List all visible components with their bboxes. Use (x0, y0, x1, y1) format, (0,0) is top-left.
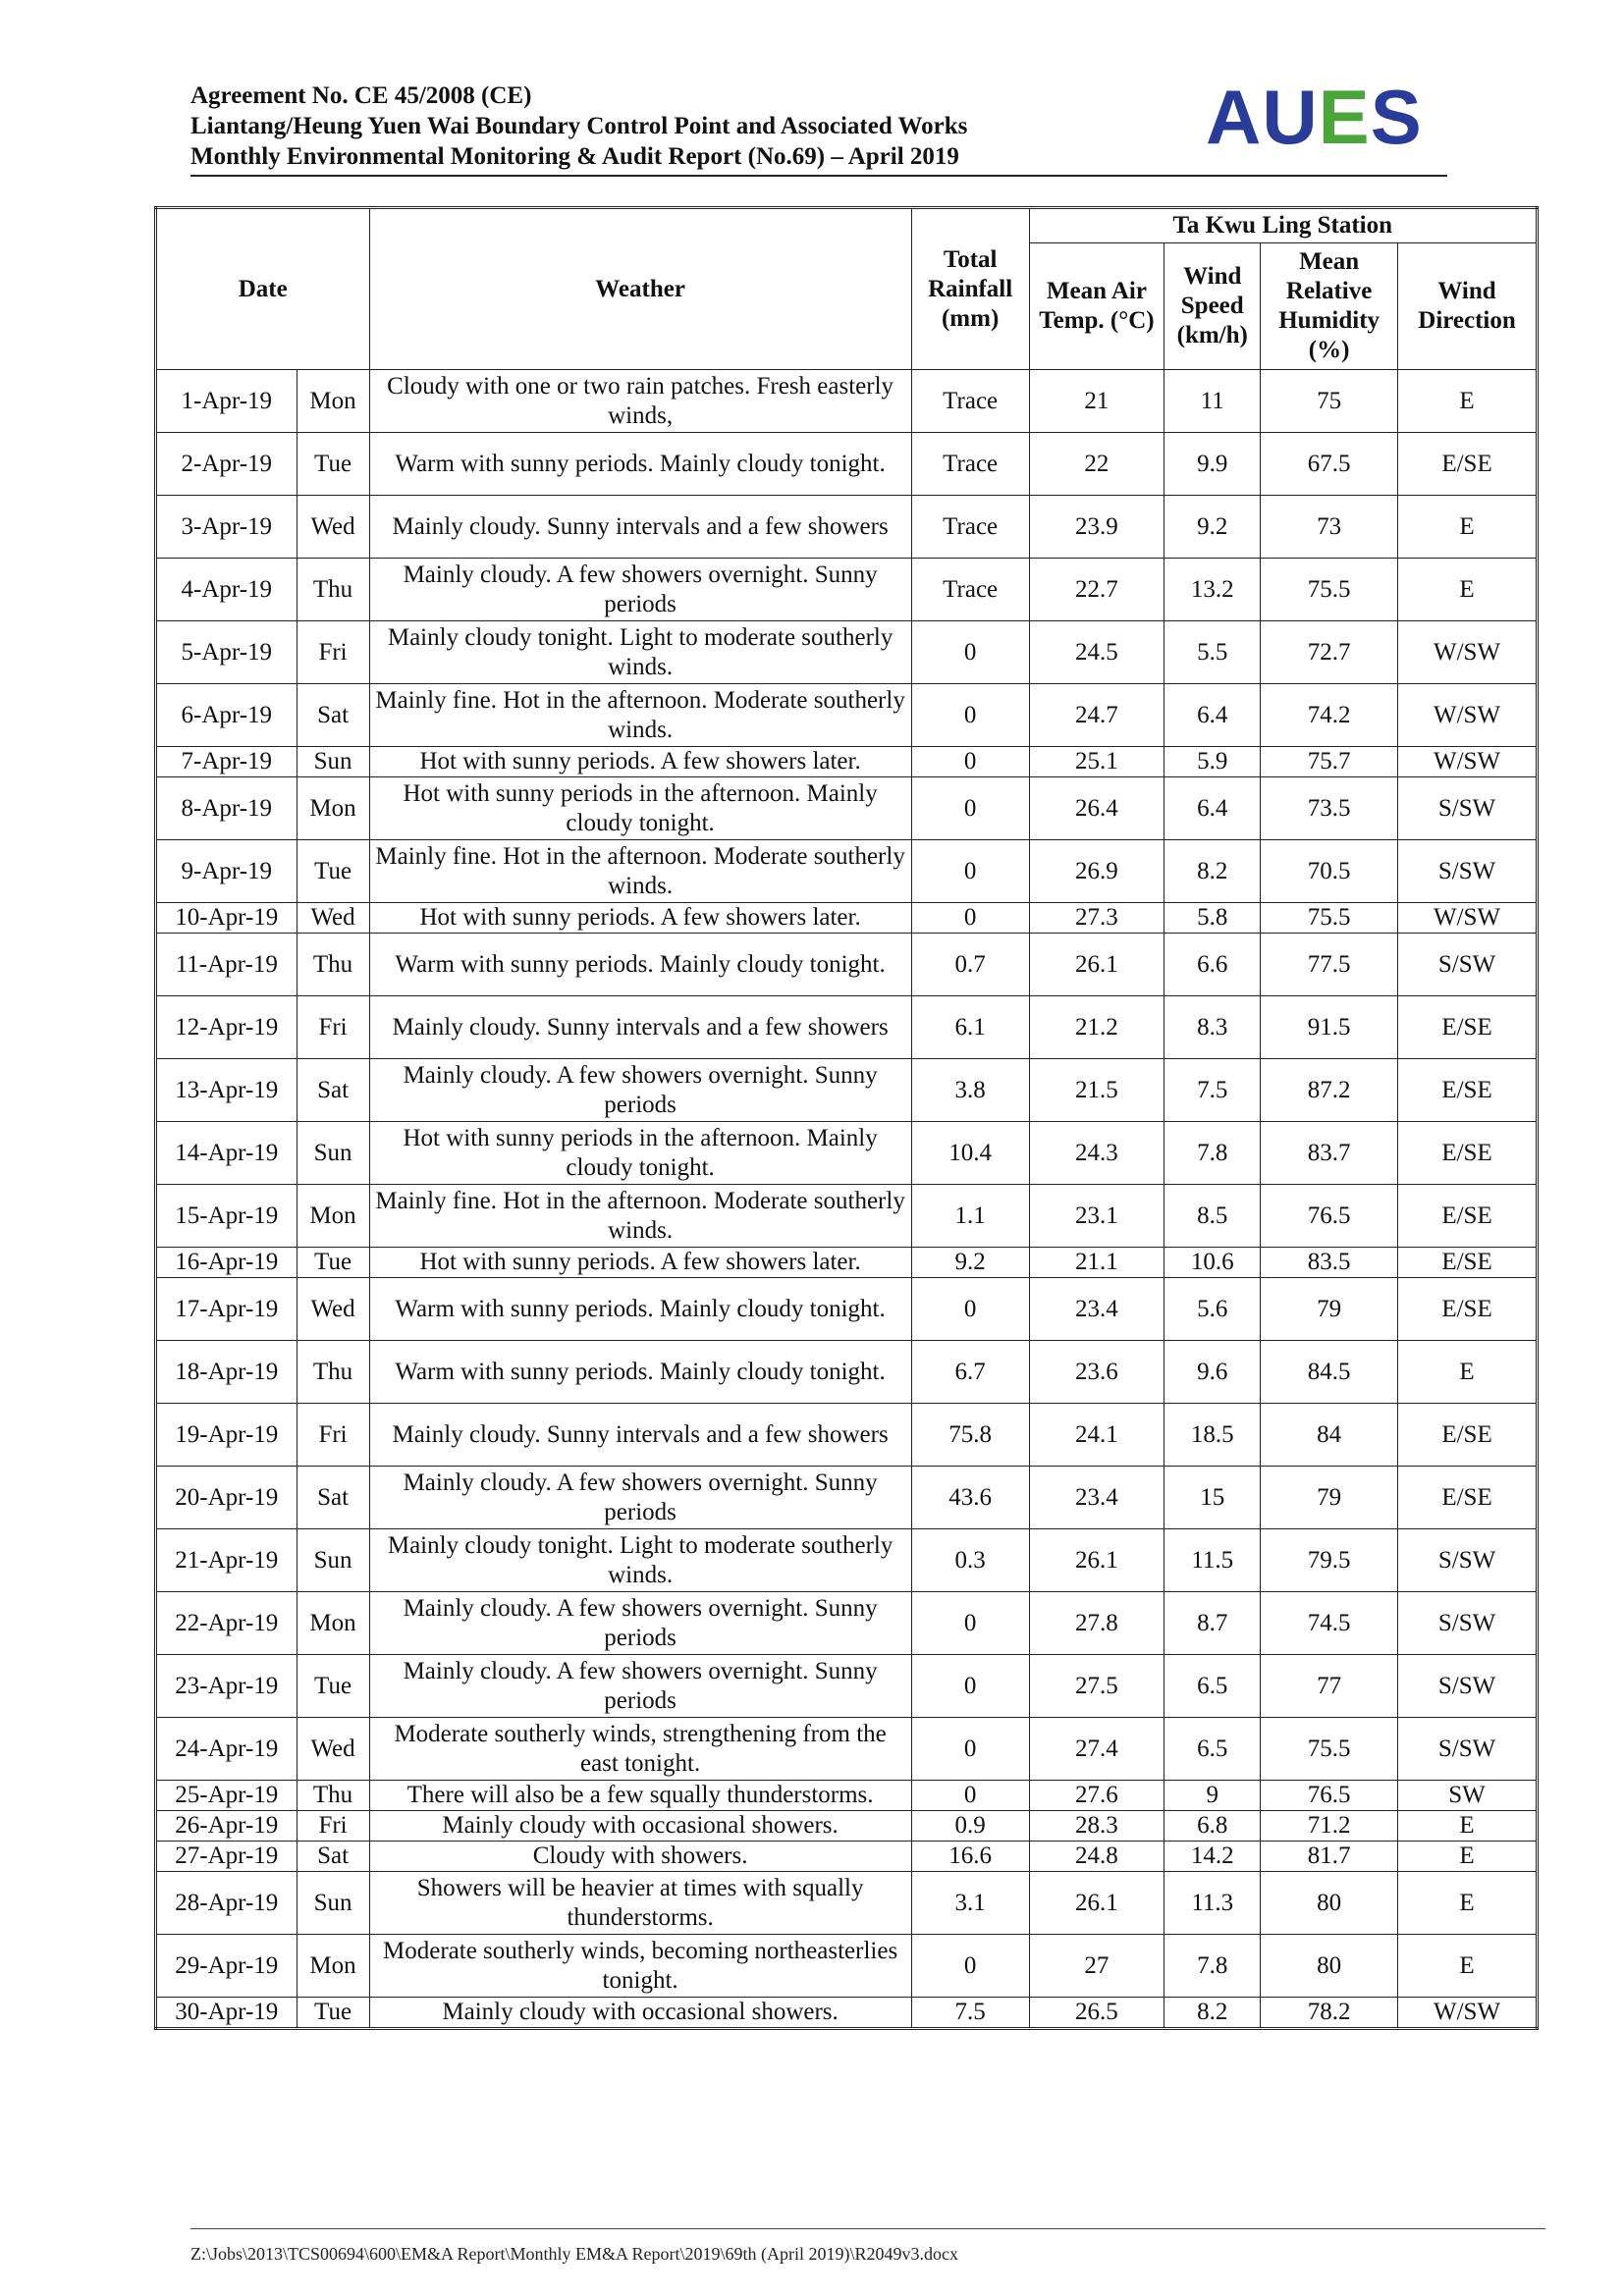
wind-speed-cell: 9 (1164, 1781, 1261, 1811)
humidity-cell: 75.5 (1261, 903, 1398, 934)
wind-direction-cell: E/SE (1398, 1059, 1538, 1122)
rainfall-cell: 3.1 (911, 1872, 1029, 1935)
table-row (156, 1341, 1538, 1404)
humidity-cell: 75.5 (1261, 1718, 1398, 1781)
wind-direction-cell: W/SW (1398, 747, 1538, 777)
humidity-cell: 83.7 (1261, 1122, 1398, 1185)
day-cell: Wed (297, 1718, 369, 1781)
header-date: Date (156, 208, 370, 370)
humidity-cell: 72.7 (1261, 621, 1398, 684)
weather-cell: Moderate southerly winds, becoming northeasterlies tonight. (369, 1935, 911, 1998)
rainfall-cell: 10.4 (911, 1122, 1029, 1185)
rainfall-cell: 0 (911, 840, 1029, 903)
table-row (156, 840, 1538, 903)
weather-cell: Hot with sunny periods. A few showers later. (369, 747, 911, 777)
wind-speed-cell: 9.2 (1164, 496, 1261, 559)
day-cell: Fri (297, 1404, 369, 1467)
rainfall-cell: 0 (911, 1592, 1029, 1655)
day-cell: Fri (297, 1811, 369, 1842)
date-cell: 19-Apr-19 (156, 1404, 298, 1467)
weather-table (154, 206, 1539, 2030)
humidity-cell: 67.5 (1261, 433, 1398, 496)
date-cell: 5-Apr-19 (156, 621, 298, 684)
rainfall-cell: 6.1 (911, 996, 1029, 1059)
aues-logo (1206, 74, 1423, 160)
humidity-cell: 75.5 (1261, 559, 1398, 621)
day-cell: Thu (297, 1341, 369, 1404)
date-cell: 30-Apr-19 (156, 1998, 298, 2029)
date-cell: 26-Apr-19 (156, 1811, 298, 1842)
header-divider (190, 175, 1447, 177)
temp-cell: 21.2 (1029, 996, 1164, 1059)
wind-speed-cell: 8.3 (1164, 996, 1261, 1059)
table-row (156, 1248, 1538, 1278)
wind-direction-cell: SW (1398, 1781, 1538, 1811)
wind-speed-cell: 7.8 (1164, 1122, 1261, 1185)
wind-direction-cell: E/SE (1398, 1467, 1538, 1529)
table-row (156, 1935, 1538, 1998)
rainfall-cell: 43.6 (911, 1467, 1029, 1529)
date-cell: 12-Apr-19 (156, 996, 298, 1059)
temp-cell: 24.8 (1029, 1842, 1164, 1872)
wind-speed-cell: 6.5 (1164, 1718, 1261, 1781)
weather-cell: Mainly fine. Hot in the afternoon. Moderate southerly winds. (369, 684, 911, 747)
wind-speed-cell: 6.4 (1164, 684, 1261, 747)
day-cell: Tue (297, 840, 369, 903)
date-cell: 24-Apr-19 (156, 1718, 298, 1781)
day-cell: Mon (297, 1185, 369, 1248)
day-cell: Sun (297, 747, 369, 777)
wind-speed-cell: 14.2 (1164, 1842, 1261, 1872)
wind-direction-cell: S/SW (1398, 840, 1538, 903)
date-cell: 23-Apr-19 (156, 1655, 298, 1718)
wind-speed-cell: 6.4 (1164, 777, 1261, 840)
day-cell: Tue (297, 1248, 369, 1278)
temp-cell: 23.6 (1029, 1341, 1164, 1404)
date-cell: 18-Apr-19 (156, 1341, 298, 1404)
temp-cell: 27.5 (1029, 1655, 1164, 1718)
day-cell: Wed (297, 496, 369, 559)
wind-direction-cell: E/SE (1398, 1185, 1538, 1248)
table-row (156, 1655, 1538, 1718)
table-row (156, 496, 1538, 559)
agreement-number: Agreement No. CE 45/2008 (CE) (190, 82, 532, 109)
table-row (156, 996, 1538, 1059)
weather-cell: Hot with sunny periods in the afternoon. Mainly cloudy tonight. (369, 777, 911, 840)
date-cell: 6-Apr-19 (156, 684, 298, 747)
rainfall-cell: 0 (911, 1655, 1029, 1718)
day-cell: Thu (297, 1781, 369, 1811)
wind-speed-cell: 5.9 (1164, 747, 1261, 777)
wind-direction-cell: E (1398, 1935, 1538, 1998)
weather-cell: Mainly cloudy. A few showers overnight. Sunny periods (369, 1592, 911, 1655)
humidity-cell: 79.5 (1261, 1529, 1398, 1592)
humidity-cell: 74.5 (1261, 1592, 1398, 1655)
table-row (156, 1185, 1538, 1248)
date-cell: 1-Apr-19 (156, 370, 298, 433)
temp-cell: 24.5 (1029, 621, 1164, 684)
wind-direction-cell: S/SW (1398, 934, 1538, 996)
rainfall-cell: 0 (911, 777, 1029, 840)
table-row (156, 559, 1538, 621)
temp-cell: 26.5 (1029, 1998, 1164, 2029)
weather-cell: Mainly cloudy. A few showers overnight. Sunny periods (369, 1059, 911, 1122)
temp-cell: 27 (1029, 1935, 1164, 1998)
humidity-cell: 80 (1261, 1872, 1398, 1935)
table-row (156, 1811, 1538, 1842)
temp-cell: 26.1 (1029, 1529, 1164, 1592)
wind-speed-cell: 7.5 (1164, 1059, 1261, 1122)
weather-cell: Mainly cloudy. A few showers overnight. Sunny periods (369, 559, 911, 621)
rainfall-cell: Trace (911, 433, 1029, 496)
temp-cell: 24.7 (1029, 684, 1164, 747)
wind-direction-cell: W/SW (1398, 621, 1538, 684)
wind-direction-cell: E (1398, 1341, 1538, 1404)
wind-direction-cell: W/SW (1398, 1998, 1538, 2029)
rainfall-cell: 0 (911, 1718, 1029, 1781)
weather-cell: Warm with sunny periods. Mainly cloudy tonight. (369, 433, 911, 496)
weather-cell: Mainly cloudy with occasional showers. (369, 1811, 911, 1842)
wind-direction-cell: E (1398, 496, 1538, 559)
date-cell: 2-Apr-19 (156, 433, 298, 496)
humidity-cell: 73.5 (1261, 777, 1398, 840)
wind-speed-cell: 8.2 (1164, 840, 1261, 903)
rainfall-cell: 0 (911, 903, 1029, 934)
logo-part-2: E (1318, 74, 1371, 160)
day-cell: Sun (297, 1872, 369, 1935)
wind-direction-cell: E (1398, 559, 1538, 621)
table-row (156, 1122, 1538, 1185)
date-cell: 28-Apr-19 (156, 1872, 298, 1935)
table-row (156, 1278, 1538, 1341)
humidity-cell: 84 (1261, 1404, 1398, 1467)
rainfall-cell: 9.2 (911, 1248, 1029, 1278)
table-row (156, 684, 1538, 747)
day-cell: Sun (297, 1529, 369, 1592)
wind-speed-cell: 6.6 (1164, 934, 1261, 996)
wind-direction-cell: S/SW (1398, 1529, 1538, 1592)
table-row (156, 747, 1538, 777)
date-cell: 20-Apr-19 (156, 1467, 298, 1529)
wind-speed-cell: 11.3 (1164, 1872, 1261, 1935)
date-cell: 13-Apr-19 (156, 1059, 298, 1122)
table-row (156, 1059, 1538, 1122)
table-row (156, 1872, 1538, 1935)
header-rainfall: Total Rainfall (mm) (911, 208, 1029, 370)
temp-cell: 23.9 (1029, 496, 1164, 559)
wind-speed-cell: 5.5 (1164, 621, 1261, 684)
day-cell: Fri (297, 621, 369, 684)
table-row (156, 903, 1538, 934)
temp-cell: 21.1 (1029, 1248, 1164, 1278)
header-wind-speed: Wind Speed (km/h) (1164, 243, 1261, 370)
humidity-cell: 70.5 (1261, 840, 1398, 903)
weather-cell: Mainly cloudy tonight. Light to moderate southerly winds. (369, 1529, 911, 1592)
rainfall-cell: 1.1 (911, 1185, 1029, 1248)
logo-part-1: AU (1206, 74, 1319, 160)
temp-cell: 23.4 (1029, 1467, 1164, 1529)
temp-cell: 21 (1029, 370, 1164, 433)
wind-speed-cell: 9.6 (1164, 1341, 1261, 1404)
temp-cell: 27.8 (1029, 1592, 1164, 1655)
date-cell: 15-Apr-19 (156, 1185, 298, 1248)
temp-cell: 24.3 (1029, 1122, 1164, 1185)
date-cell: 8-Apr-19 (156, 777, 298, 840)
weather-cell: There will also be a few squally thunderstorms. (369, 1781, 911, 1811)
table-row (156, 934, 1538, 996)
date-cell: 29-Apr-19 (156, 1935, 298, 1998)
table-row (156, 1781, 1538, 1811)
weather-cell: Mainly cloudy. A few showers overnight. Sunny periods (369, 1655, 911, 1718)
rainfall-cell: 0.3 (911, 1529, 1029, 1592)
humidity-cell: 80 (1261, 1935, 1398, 1998)
humidity-cell: 79 (1261, 1278, 1398, 1341)
wind-speed-cell: 5.6 (1164, 1278, 1261, 1341)
weather-cell: Mainly cloudy. Sunny intervals and a few showers (369, 996, 911, 1059)
wind-speed-cell: 10.6 (1164, 1248, 1261, 1278)
wind-direction-cell: S/SW (1398, 777, 1538, 840)
rainfall-cell: 16.6 (911, 1842, 1029, 1872)
day-cell: Sat (297, 684, 369, 747)
temp-cell: 24.1 (1029, 1404, 1164, 1467)
weather-cell: Hot with sunny periods in the afternoon. Mainly cloudy tonight. (369, 1122, 911, 1185)
weather-cell: Moderate southerly winds, strengthening from the east tonight. (369, 1718, 911, 1781)
humidity-cell: 71.2 (1261, 1811, 1398, 1842)
weather-cell: Showers will be heavier at times with squally thunderstorms. (369, 1872, 911, 1935)
rainfall-cell: 3.8 (911, 1059, 1029, 1122)
temp-cell: 23.1 (1029, 1185, 1164, 1248)
day-cell: Tue (297, 1998, 369, 2029)
date-cell: 27-Apr-19 (156, 1842, 298, 1872)
project-title: Liantang/Heung Yuen Wai Boundary Control Point and Associated Works (190, 113, 968, 139)
rainfall-cell: 0 (911, 621, 1029, 684)
weather-cell: Mainly cloudy. Sunny intervals and a few showers (369, 496, 911, 559)
humidity-cell: 91.5 (1261, 996, 1398, 1059)
wind-speed-cell: 6.5 (1164, 1655, 1261, 1718)
rainfall-cell: 0 (911, 684, 1029, 747)
day-cell: Thu (297, 934, 369, 996)
table-row (156, 1529, 1538, 1592)
logo-part-3: S (1370, 74, 1423, 160)
wind-speed-cell: 8.2 (1164, 1998, 1261, 2029)
wind-direction-cell: S/SW (1398, 1718, 1538, 1781)
weather-cell: Mainly cloudy. Sunny intervals and a few showers (369, 1404, 911, 1467)
wind-speed-cell: 11 (1164, 370, 1261, 433)
rainfall-cell: 6.7 (911, 1341, 1029, 1404)
table-row (156, 1592, 1538, 1655)
table-row (156, 621, 1538, 684)
rainfall-cell: 0 (911, 1781, 1029, 1811)
day-cell: Tue (297, 1655, 369, 1718)
humidity-cell: 87.2 (1261, 1059, 1398, 1122)
day-cell: Mon (297, 1935, 369, 1998)
wind-direction-cell: E (1398, 1811, 1538, 1842)
table-row (156, 1998, 1538, 2029)
header-wind-direction: Wind Direction (1398, 243, 1538, 370)
date-cell: 11-Apr-19 (156, 934, 298, 996)
temp-cell: 23.4 (1029, 1278, 1164, 1341)
day-cell: Mon (297, 1592, 369, 1655)
temp-cell: 27.6 (1029, 1781, 1164, 1811)
report-title: Monthly Environmental Monitoring & Audit Report (No.69) – April 2019 (190, 143, 959, 170)
table-row (156, 777, 1538, 840)
humidity-cell: 75 (1261, 370, 1398, 433)
date-cell: 17-Apr-19 (156, 1278, 298, 1341)
wind-direction-cell: E (1398, 1872, 1538, 1935)
weather-cell: Warm with sunny periods. Mainly cloudy tonight. (369, 1341, 911, 1404)
date-cell: 4-Apr-19 (156, 559, 298, 621)
temp-cell: 22 (1029, 433, 1164, 496)
weather-cell: Warm with sunny periods. Mainly cloudy tonight. (369, 934, 911, 996)
day-cell: Thu (297, 559, 369, 621)
humidity-cell: 78.2 (1261, 1998, 1398, 2029)
humidity-cell: 79 (1261, 1467, 1398, 1529)
wind-speed-cell: 9.9 (1164, 433, 1261, 496)
humidity-cell: 77 (1261, 1655, 1398, 1718)
wind-speed-cell: 8.7 (1164, 1592, 1261, 1655)
temp-cell: 26.1 (1029, 1872, 1164, 1935)
day-cell: Sat (297, 1467, 369, 1529)
wind-speed-cell: 11.5 (1164, 1529, 1261, 1592)
table-row (156, 1467, 1538, 1529)
wind-speed-cell: 18.5 (1164, 1404, 1261, 1467)
table-row (156, 1404, 1538, 1467)
humidity-cell: 83.5 (1261, 1248, 1398, 1278)
date-cell: 7-Apr-19 (156, 747, 298, 777)
date-cell: 25-Apr-19 (156, 1781, 298, 1811)
header-weather: Weather (369, 208, 911, 370)
wind-direction-cell: E/SE (1398, 1122, 1538, 1185)
wind-direction-cell: E/SE (1398, 1404, 1538, 1467)
date-cell: 9-Apr-19 (156, 840, 298, 903)
weather-cell: Mainly fine. Hot in the afternoon. Moderate southerly winds. (369, 840, 911, 903)
footer-file-path: Z:\Jobs\2013\TCS00694\600\EM&A Report\Monthly EM&A Report\2019\69th (April 2019)\R2049v3.docx (190, 2244, 959, 2264)
day-cell: Sat (297, 1059, 369, 1122)
rainfall-cell: Trace (911, 559, 1029, 621)
temp-cell: 25.1 (1029, 747, 1164, 777)
day-cell: Fri (297, 996, 369, 1059)
wind-direction-cell: E/SE (1398, 1248, 1538, 1278)
rainfall-cell: 0.7 (911, 934, 1029, 996)
header-station: Ta Kwu Ling Station (1029, 208, 1537, 243)
wind-speed-cell: 15 (1164, 1467, 1261, 1529)
weather-cell: Mainly cloudy with occasional showers. (369, 1998, 911, 2029)
wind-speed-cell: 8.5 (1164, 1185, 1261, 1248)
temp-cell: 27.4 (1029, 1718, 1164, 1781)
weather-cell: Mainly cloudy tonight. Light to moderate southerly winds. (369, 621, 911, 684)
wind-direction-cell: S/SW (1398, 1655, 1538, 1718)
humidity-cell: 76.5 (1261, 1185, 1398, 1248)
humidity-cell: 73 (1261, 496, 1398, 559)
table-row (156, 370, 1538, 433)
day-cell: Wed (297, 1278, 369, 1341)
temp-cell: 28.3 (1029, 1811, 1164, 1842)
weather-cell: Mainly fine. Hot in the afternoon. Moderate southerly winds. (369, 1185, 911, 1248)
rainfall-cell: 0 (911, 1935, 1029, 1998)
wind-speed-cell: 7.8 (1164, 1935, 1261, 1998)
table-row (156, 1718, 1538, 1781)
day-cell: Tue (297, 433, 369, 496)
temp-cell: 27.3 (1029, 903, 1164, 934)
rainfall-cell: 0 (911, 747, 1029, 777)
day-cell: Sat (297, 1842, 369, 1872)
weather-cell: Cloudy with one or two rain patches. Fresh easterly winds, (369, 370, 911, 433)
wind-direction-cell: W/SW (1398, 684, 1538, 747)
day-cell: Sun (297, 1122, 369, 1185)
weather-cell: Hot with sunny periods. A few showers later. (369, 1248, 911, 1278)
humidity-cell: 74.2 (1261, 684, 1398, 747)
day-cell: Mon (297, 777, 369, 840)
temp-cell: 26.4 (1029, 777, 1164, 840)
wind-direction-cell: S/SW (1398, 1592, 1538, 1655)
date-cell: 14-Apr-19 (156, 1122, 298, 1185)
temp-cell: 22.7 (1029, 559, 1164, 621)
date-cell: 16-Apr-19 (156, 1248, 298, 1278)
weather-cell: Hot with sunny periods. A few showers later. (369, 903, 911, 934)
date-cell: 21-Apr-19 (156, 1529, 298, 1592)
weather-cell: Cloudy with showers. (369, 1842, 911, 1872)
wind-direction-cell: E (1398, 1842, 1538, 1872)
rainfall-cell: Trace (911, 370, 1029, 433)
date-cell: 22-Apr-19 (156, 1592, 298, 1655)
wind-speed-cell: 5.8 (1164, 903, 1261, 934)
wind-speed-cell: 13.2 (1164, 559, 1261, 621)
humidity-cell: 76.5 (1261, 1781, 1398, 1811)
date-cell: 10-Apr-19 (156, 903, 298, 934)
rainfall-cell: 7.5 (911, 1998, 1029, 2029)
rainfall-cell: 75.8 (911, 1404, 1029, 1467)
footer-divider (190, 2228, 1545, 2229)
humidity-cell: 84.5 (1261, 1341, 1398, 1404)
header-humidity: Mean Relative Humidity (%) (1261, 243, 1398, 370)
date-cell: 3-Apr-19 (156, 496, 298, 559)
rainfall-cell: 0 (911, 1278, 1029, 1341)
table-row (156, 433, 1538, 496)
wind-direction-cell: E (1398, 370, 1538, 433)
table-row (156, 1842, 1538, 1872)
temp-cell: 26.9 (1029, 840, 1164, 903)
day-cell: Wed (297, 903, 369, 934)
rainfall-cell: 0.9 (911, 1811, 1029, 1842)
wind-direction-cell: E/SE (1398, 1278, 1538, 1341)
humidity-cell: 77.5 (1261, 934, 1398, 996)
temp-cell: 21.5 (1029, 1059, 1164, 1122)
wind-direction-cell: W/SW (1398, 903, 1538, 934)
humidity-cell: 75.7 (1261, 747, 1398, 777)
header-temp: Mean Air Temp. (°C) (1029, 243, 1164, 370)
rainfall-cell: Trace (911, 496, 1029, 559)
humidity-cell: 81.7 (1261, 1842, 1398, 1872)
weather-cell: Mainly cloudy. A few showers overnight. Sunny periods (369, 1467, 911, 1529)
wind-speed-cell: 6.8 (1164, 1811, 1261, 1842)
wind-direction-cell: E/SE (1398, 996, 1538, 1059)
weather-cell: Warm with sunny periods. Mainly cloudy tonight. (369, 1278, 911, 1341)
wind-direction-cell: E/SE (1398, 433, 1538, 496)
temp-cell: 26.1 (1029, 934, 1164, 996)
day-cell: Mon (297, 370, 369, 433)
